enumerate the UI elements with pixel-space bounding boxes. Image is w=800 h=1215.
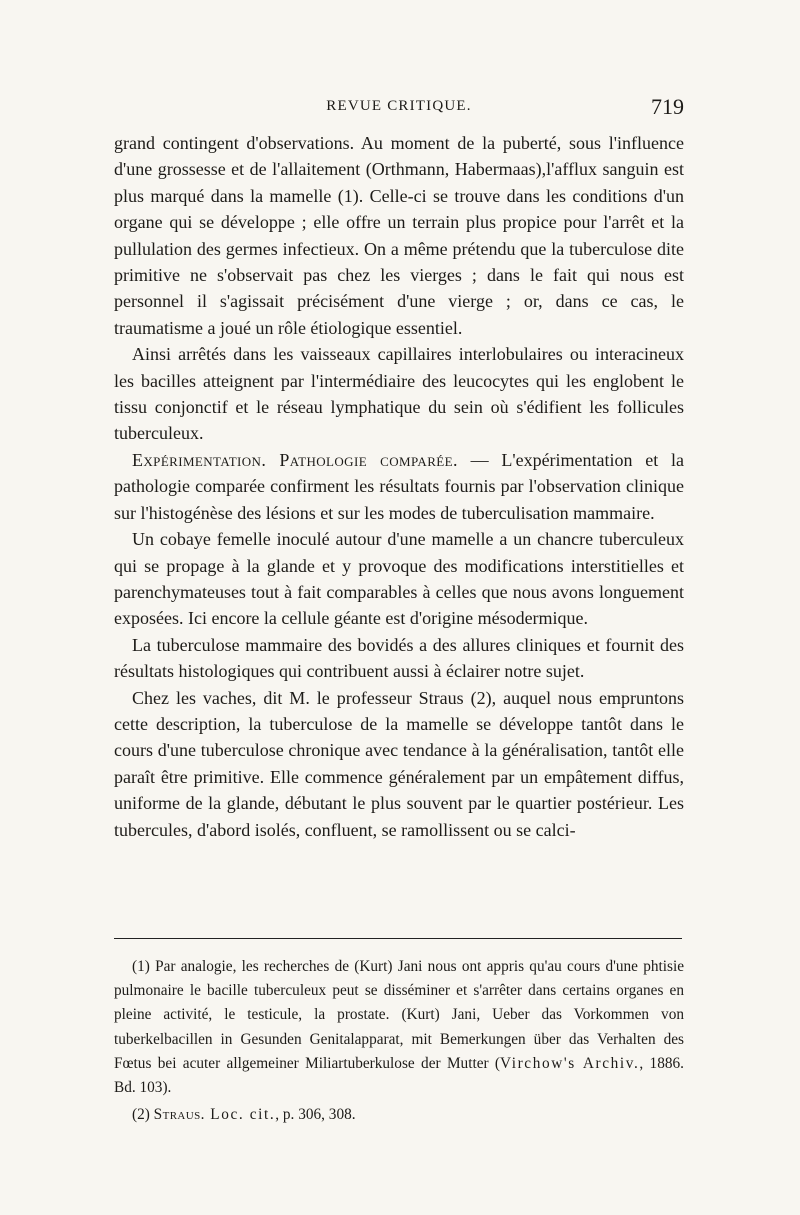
page-number: 719 [651, 94, 684, 119]
footnote-pages: , p. 306, 308. [275, 1106, 356, 1124]
journal-title: Virchow's Archiv. [500, 1054, 640, 1072]
paragraph: Chez les vaches, dit M. le professeur Straus (2), auquel nous empruntons cette description, la tuberculose de la mamelle se développe tantôt dans le cours d'une tuberculose chronique avec tendance à la généralisation, tantôt elle paraît être primitive. Elle commence généralement par un empâtement diffus, uniforme de la glande, débutant le plus souvent par le quartier postérieur. Les tubercules, d'abord isolés, confluent, se ramollissent ou se calci- [114, 687, 684, 840]
paragraph-experimentation [114, 447, 684, 526]
footnote-text: (1) Par analogie, les recherches de (Kurt) Jani nous ont appris qu'au cours d'une phtisie pulmonaire le bacille tuberculeux peut se disséminer et s'arrêter dans certains organes en pleine activité, le testicule, la prostate. (Kurt) Jani, Ueber das Vorkommen von tuberkelbacillen in Gesunden Genitalapparat, mit Bemerkungen über das Verhalten des Fœtus bei acuter allgemeiner Miliartuberkulose der Mutter ( [114, 958, 684, 1072]
footnote-label: (2) [132, 1106, 154, 1124]
running-title: REVUE CRITIQUE. [326, 98, 472, 114]
footnotes [114, 955, 684, 1127]
footnote-1 [114, 955, 684, 1100]
footnote-2 [114, 1103, 684, 1127]
paragraph: Un cobaye femelle inoculé autour d'une mamelle a un chancre tuberculeux qui se propage à la glande et y provoque des modifications interstitielles et parenchymateuses tout à fait comparables à celles que nous avons longuement exposées. Ici encore la cellule géante est d'origine mésodermique. [114, 529, 684, 629]
paragraph: grand contingent d'observations. Au moment de la puberté, sous l'influence d'une grossesse et de l'allaitement (Orthmann, Habermaas),l'afflux sanguin est plus marqué dans la mamelle (1). Celle-ci se trouve dans les conditions d'un organe qui se développe ; elle offre un terrain plus propice pour l'arrêt et la pullulation des germes infectieux. On a même prétendu que la tuberculose dite primitive ne s'observait pas chez les vierges ; dans le fait qui nous est personnel il s'agissait précisément d'une vierge ; or, dans ce cas, le traumatisme a joué un rôle étiologique essentiel. [114, 133, 684, 338]
paragraph-text: — L'expérimentation et la pathologie comparée confirment les résultats fournis par l'observation clinique sur l'histogénèse des lésions et sur les modes de tuberculisation mammaire. [114, 449, 684, 523]
main-text [114, 130, 684, 843]
footnote-author: Straus. [153, 1106, 205, 1124]
footnote-end: , 1886. Bd. 103). [114, 1054, 684, 1097]
page-header [114, 94, 684, 124]
section-heading: Expérimentation. Pathologie comparée. [132, 449, 458, 470]
footnote-rule [114, 938, 682, 939]
paragraph: Ainsi arrêtés dans les vaisseaux capillaires interlobulaires ou interacineux les bacilles atteignent par l'intermédiaire des leucocytes qui les englobent le tissu conjonctif et le réseau lymphatique du sein où s'édifient les follicules tuberculeux. [114, 344, 684, 444]
paragraph: La tuberculose mammaire des bovidés a des allures cliniques et fournit des résultats histologiques qui contribuent aussi à éclairer notre sujet. [114, 634, 684, 682]
citation: Loc. cit. [204, 1106, 276, 1124]
